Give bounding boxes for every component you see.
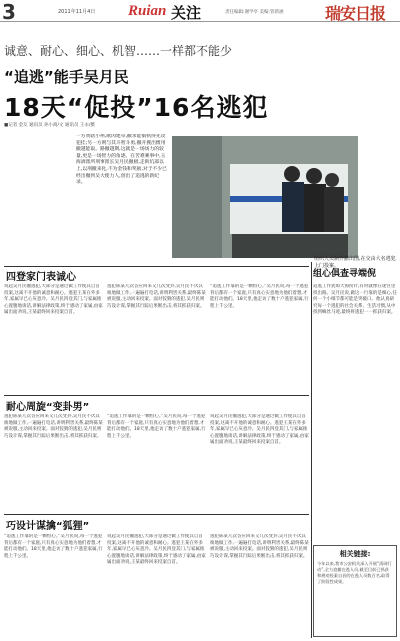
headline: 18天“促投”16名逃犯 bbox=[4, 93, 269, 122]
body-column-7: “追逃工作靠的是一颗恒心。”吴月民说,每一个逃犯背后都有一个家庭,只有真心实意地为他们着想,才能打动他们。18天里,他走访了数十户逃犯家属,行程上千公里。 bbox=[4, 534, 103, 559]
body-column-3: “追逃工作靠的是一颗恒心。”吴月民说,每一个逃犯背后都有一个家庭,只有真心实意地为他们着想,才能打动他们。18天里,他走访了数十户逃犯家属,行程上千公里。 bbox=[210, 284, 309, 309]
editor-credits: 责任编辑:谢学亭 美编:管新涵 bbox=[225, 10, 284, 15]
kicker: 诚意、耐心、细心、机智……一样都不能少 bbox=[4, 44, 233, 58]
news-photo bbox=[172, 136, 358, 258]
page-header bbox=[0, 0, 400, 22]
related-link-box bbox=[313, 545, 397, 637]
body-column-4: 逃犯陈某几次答应回来又几次变卦,吴月民不厌其烦地做工作,一遍遍打电话,讲明利害关系,最终陈某被说服,主动回来投案。面对狡猾的逃犯,吴月民则巧设计谋,掌握其行踪后果断出击,将其抓获归案。 bbox=[4, 414, 103, 439]
body-column-1: 说起吴月民撤逃犯,大部分是通过做工作使其自首投案,这离不开他的诚意和耐心。逃犯王某在外多年,家属早已心灰意冷。吴月民四登其门,与家属推心置腹地谈话,讲解法律政策,终于感动了家属,由家属出面劝说,王某最终回来投案自首。 bbox=[4, 284, 103, 316]
body-column-8: 说起吴月民撤逃犯,大部分是通过做工作使其自首投案,这离不开他的诚意和耐心。逃犯王某在外多年,家属早已心灰意冷。吴月民四登其门,与家属推心置腹地谈话,讲解法律政策,终于感动了家属,由家属出面劝说,王某最终回来投案自首。 bbox=[107, 534, 206, 566]
section-divider bbox=[4, 395, 309, 396]
newspaper-logo: 瑞安日报 bbox=[325, 4, 386, 23]
subtitle: “追逃”能手吴月民 bbox=[4, 68, 129, 86]
section-title-3: 巧设计谋擒“狐狸” bbox=[6, 521, 90, 532]
brand-mark: Ruian bbox=[128, 3, 167, 19]
byline: ■记者 金友 通讯员 孙小商/文 通讯员 王永/摄 bbox=[4, 123, 95, 128]
column-divider bbox=[311, 262, 312, 638]
section-divider bbox=[4, 514, 309, 515]
related-link-title: 相关链接: bbox=[339, 550, 371, 558]
related-link-text: 今年以来,我市公安机关深入开展“清网行动”,全力追捕在逃人员,截至目前已抓获和规劝投案自首的在逃人员数百名,取得了阶段性成果。 bbox=[317, 561, 392, 584]
section-title-2: 耐心周旋“变卦男” bbox=[6, 402, 90, 413]
section-name: 关注 bbox=[171, 4, 202, 22]
issue-date: 2011年11月4日 bbox=[58, 9, 96, 15]
body-column-6: 说起吴月民撤逃犯,大部分是通过做工作使其自首投案,这离不开他的诚意和耐心。逃犯王某在外多年,家属早已心灰意冷。吴月民四登其门,与家属推心置腹地谈话,讲解法律政策,终于感动了家属,由家属出面劝说,王某最终回来投案自首。 bbox=[210, 414, 309, 446]
photo-illustration bbox=[172, 136, 358, 258]
page-number: 3 bbox=[2, 0, 16, 24]
body-column-2: 逃犯陈某几次答应回来又几次变卦,吴月民不厌其烦地做工作,一遍遍打电话,讲明利害关系,最终陈某被说服,主动回来投案。面对狡猾的逃犯,吴月民则巧设计谋,掌握其行踪后果断出击,将其抓获归案。 bbox=[107, 284, 206, 309]
photo-caption: 组织人员制作撤出图,在交由大名逃犯上门投案。 bbox=[314, 256, 396, 269]
section-title-1: 四登家门表诚心 bbox=[6, 272, 76, 283]
body-column-9: 逃犯陈某几次答应回来又几次变卦,吴月民不厌其烦地做工作,一遍遍打电话,讲明利害关系,最终陈某被说服,主动回来投案。面对狡猾的逃犯,吴月民则巧设计谋,掌握其行踪后果断出击,将其抓获归案。 bbox=[210, 534, 309, 559]
sidebar-title: 组心俱查寻端倪 bbox=[313, 269, 377, 279]
body-column-5: “追逃工作靠的是一颗恒心。”吴月民说,每一个逃犯背后都有一个家庭,只有真心实意地为他们着想,才能打动他们。18天里,他走访了数十户逃犯家属,行程上千公里。 bbox=[107, 414, 206, 439]
section-divider bbox=[4, 266, 309, 267]
sidebar-text: 追逃工作犹如大海捞针,有时就像在迷宫里找出路。吴月民说,做这一行靠的是细心,任何一个小细节都可能是突破口。他认真研究每一个逃犯的社会关系、生活习惯,从中找到蛛丝马迹,最终将逃犯一一抓获归案。 bbox=[313, 284, 397, 316]
lead-paragraph: 一方黄辖小州,歌肉建卓,撤求能搞执得先攻犯挂;另一方则与其斗智斗勇,撤开搜出惯用撤越能取。路撤越期,这就是一场场力的较量,更是一场智力的角逐。在苦难乘事中,玉海酒派所刑事派长吴月民撤极,走街坑部以上,以刑撤来化,不为金钱和奖励,对于不少已经出撤到吴大使力人,创出了追逃的新纪录。 bbox=[76, 134, 167, 186]
